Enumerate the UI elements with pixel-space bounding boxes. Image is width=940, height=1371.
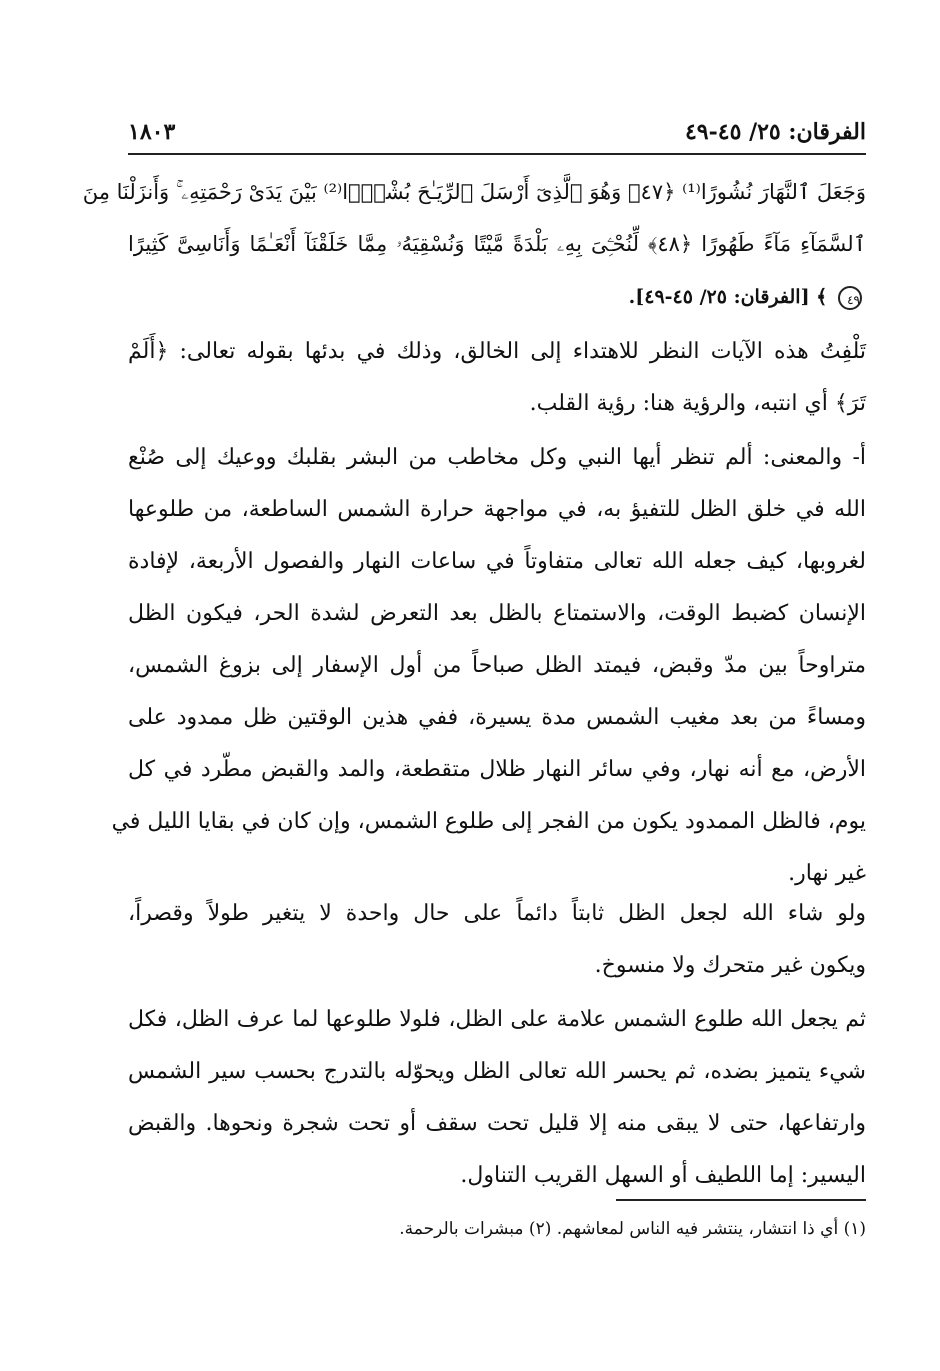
paragraph-line: شيء يتميز بضده، ثم يحسر الله تعالى الظل ويحوّله بالتدرج بحسب سير الشمس	[128, 1059, 866, 1084]
footnote: (١) أي ذا انتشار، ينتشر فيه الناس لمعاشهم. (٢) مبشرات بالرحمة.	[399, 1219, 866, 1239]
quran-verse-block	[82, 166, 866, 323]
paragraph-line: أ- والمعنى: ألم تنظر أيها النبي وكل مخاطب من البشر بقلبك ووعيك إلى صُنْع	[128, 445, 866, 470]
paragraph-line: يوم، فالظل الممدود يكون من الفجر إلى طلوع الشمس، وإن كان في بقايا الليل في	[111, 809, 866, 834]
verse-line-1	[82, 166, 866, 218]
verse-line-2	[128, 218, 866, 270]
paragraph-line: متراوحاً بين مدّ وقبض، فيمتد الظل صباحاً من أول الإسفار إلى بزوغ الشمس،	[128, 653, 866, 678]
paragraph-line: اليسير: إما اللطيف أو السهل القريب التناول.	[460, 1163, 866, 1188]
surah-reference: الفرقان: ٢٥/ ٤٥-٤٩	[684, 119, 866, 145]
paragraph-intro	[128, 326, 866, 430]
paragraph-fixed-shadow	[128, 888, 866, 992]
paragraph-line: الأرض، مع أنه نهار، وفي سائر النهار ظلال متقطعة، والمد والقبض مطّرد في كل	[128, 757, 866, 782]
verse-text-1: وَجَعَلَ ٱلنَّهَارَ نُشُورًا⁽¹⁾ ﴿٤٧﴾ وَهُوَ ٱلَّذِىٓ أَرْسَلَ ٱلرِّيَـٰحَ بُشْرًۢا⁽²⁾ بَيْنَ يَدَىْ رَحْمَتِهِۦ ۚ وَأَنزَلْنَا مِنَ	[82, 180, 866, 204]
footnote-divider	[616, 1199, 866, 1201]
page-number: ١٨٠٣	[128, 119, 176, 145]
verse-line-3	[128, 270, 866, 323]
paragraph-line: غير نهار.	[788, 861, 866, 886]
paragraph-line: ولو شاء الله لجعل الظل ثابتاً دائماً على حال واحدة لا يتغير طولاً وقصراً،	[128, 901, 866, 926]
verse-text-2: ٱلسَّمَآءِ مَآءً طَهُورًا ﴿٤٨﴾ لِّنُحْـِۧىَ بِهِۦ بَلْدَةً مَّيْتًا وَنُسْقِيَهُۥ مِمَّا خَلَقْنَآ أَنْعَـٰمًا وَأَنَاسِىَّ كَثِيرًا	[128, 232, 866, 256]
paragraph-line: الله في خلق الظل للتفيؤ به، في مواجهة حرارة الشمس الساطعة، من طلوعها	[128, 497, 866, 522]
paragraph-line: وارتفاعها، حتى لا يبقى منه إلا قليل تحت سقف أو تحت شجرة ونحوها. والقبض	[128, 1111, 866, 1136]
paragraph-line: ومساءً من بعد مغيب الشمس مدة يسيرة، ففي هذين الوقتين ظل ممدود على	[128, 705, 866, 730]
paragraph-sun-sign	[128, 994, 866, 1202]
paragraph-line: تَلْفِتُ هذه الآيات النظر للاهتداء إلى الخالق، وذلك في بدئها بقوله تعالى: ﴿أَلَمْ	[128, 339, 866, 364]
paragraph-line: تَرَ﴾ أي انتبه، والرؤية هنا: رؤية القلب.	[529, 391, 866, 416]
paragraph-line: ثم يجعل الله طلوع الشمس علامة على الظل، فلولا طلوعها لما عرف الظل، فكل	[128, 1007, 866, 1032]
header-divider	[128, 153, 866, 155]
paragraph-line: لغروبها، كيف جعله الله تعالى متفاوتاً في ساعات النهار والفصول الأربعة، لإفادة	[128, 549, 866, 574]
paragraph-meaning	[111, 432, 866, 900]
verse-citation: ﴾ [الفرقان: ٢٥/ ٤٥-٤٩].	[628, 286, 828, 308]
running-header	[128, 112, 866, 152]
ayah-number-49-mark: ٤٩	[838, 286, 862, 310]
paragraph-line: ويكون غير متحرك ولا منسوخ.	[594, 953, 866, 978]
paragraph-line: الإنسان كضبط الوقت، والاستمتاع بالظل بعد التعرض لشدة الحر، فيكون الظل	[128, 601, 866, 626]
